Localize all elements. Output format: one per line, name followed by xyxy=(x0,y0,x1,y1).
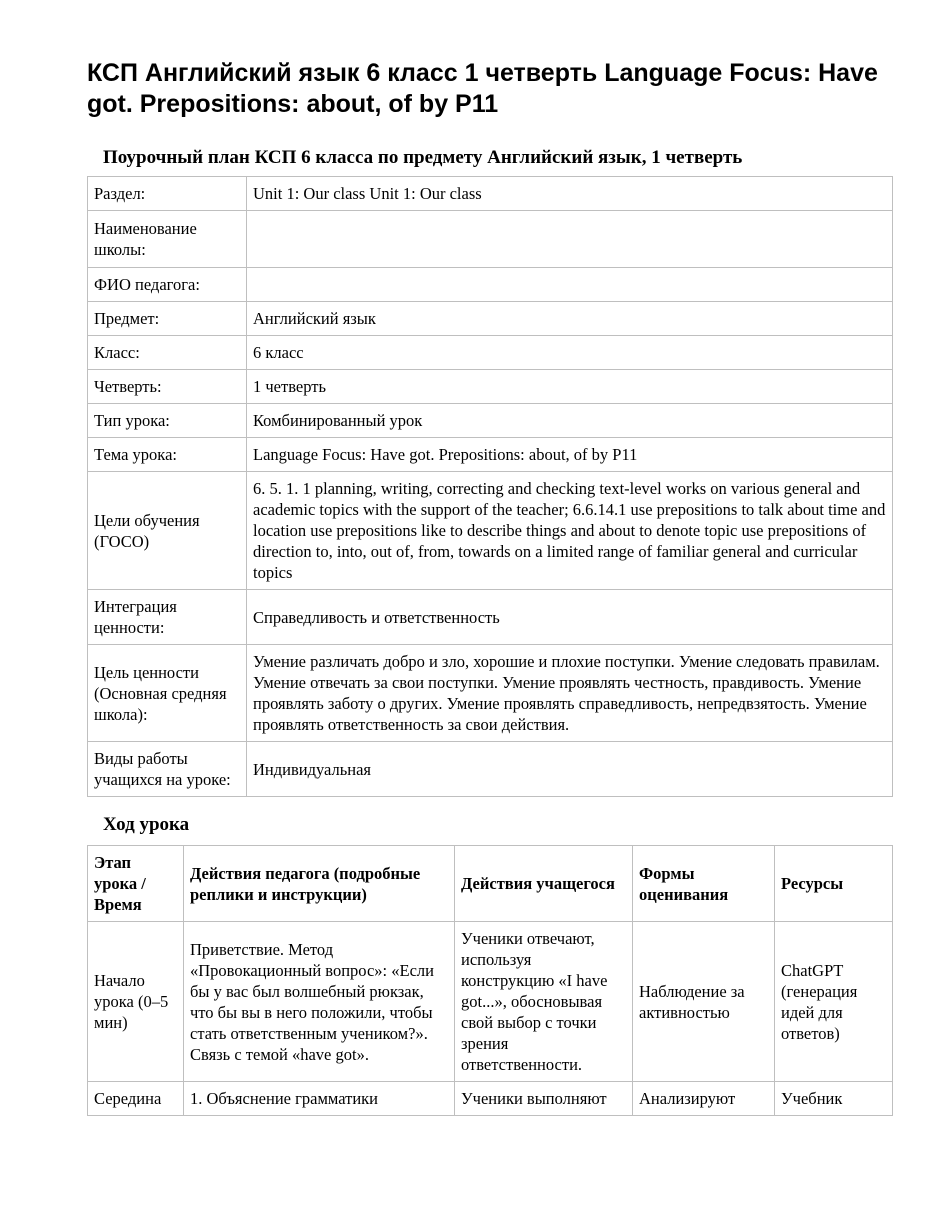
table-row xyxy=(88,336,893,370)
table-row xyxy=(88,922,893,1082)
flow-cell: Ученики выполняют xyxy=(455,1082,633,1116)
lesson-flow-table xyxy=(87,845,893,1116)
plan-label: Тип урока: xyxy=(88,404,247,438)
plan-value: Английский язык xyxy=(247,302,893,336)
table-row xyxy=(88,742,893,797)
plan-value: Комбинированный урок xyxy=(247,404,893,438)
flow-cell: Середина xyxy=(88,1082,184,1116)
table-row xyxy=(88,302,893,336)
plan-heading: Поурочный план КСП 6 класса по предмету Английский язык, 1 четверть xyxy=(103,147,743,168)
plan-label: Цели обучения (ГОСО) xyxy=(88,472,247,590)
table-row xyxy=(88,1082,893,1116)
table-row xyxy=(88,590,893,645)
plan-value: 1 четверть xyxy=(247,370,893,404)
table-row xyxy=(88,370,893,404)
plan-value: Умение различать добро и зло, хорошие и плохие поступки. Умение следовать правилам. Умение отвечать за свои поступки. Умение проявлять честность, правдивость. Умение проявлять заботу о других. Умение проявлять справедливость, непредвзятость. Умение проявлять ответственность за свои действия. xyxy=(247,645,893,742)
plan-value: Индивидуальная xyxy=(247,742,893,797)
plan-label: Интеграция ценности: xyxy=(88,590,247,645)
flow-cell: Наблюдение за активностью xyxy=(633,922,775,1082)
column-header: Действия учащегося xyxy=(455,846,633,922)
column-header: Ресурсы xyxy=(775,846,893,922)
table-row xyxy=(88,438,893,472)
flow-cell: 1. Объяснение грамматики xyxy=(184,1082,455,1116)
plan-label: ФИО педагога: xyxy=(88,268,247,302)
plan-label: Четверть: xyxy=(88,370,247,404)
plan-value: 6. 5. 1. 1 planning, writing, correcting and checking text-level works on various general and academic topics with the support of the teacher; 6.6.14.1 use prepositions to talk about time and location use prepositions like to describe things and about to denote topic use prepositions of direction to, into, out of, from, towards on a limited range of familiar general and curricular topics xyxy=(247,472,893,590)
plan-label: Цель ценности (Основная средняя школа): xyxy=(88,645,247,742)
column-header: Формы оценивания xyxy=(633,846,775,922)
table-row xyxy=(88,645,893,742)
flow-cell: Анализируют xyxy=(633,1082,775,1116)
plan-label: Предмет: xyxy=(88,302,247,336)
plan-label: Раздел: xyxy=(88,177,247,211)
plan-value: 6 класс xyxy=(247,336,893,370)
plan-label: Класс: xyxy=(88,336,247,370)
page-title: КСП Английский язык 6 класс 1 четверть Language Focus: Have got. Prepositions: about, of by P11 xyxy=(87,59,878,118)
plan-value xyxy=(247,211,893,268)
table-header-row xyxy=(88,846,893,922)
plan-value: Справедливость и ответственность xyxy=(247,590,893,645)
table-row xyxy=(88,472,893,590)
flow-heading: Ход урока xyxy=(103,814,190,835)
plan-value xyxy=(247,268,893,302)
flow-cell: Начало урока (0–5 мин) xyxy=(88,922,184,1082)
plan-value: Language Focus: Have got. Prepositions: about, of by P11 xyxy=(247,438,893,472)
table-row xyxy=(88,211,893,268)
flow-cell: Ученики отвечают, используя конструкцию «I have got...», обосновывая свой выбор с точки зрения ответственности. xyxy=(455,922,633,1082)
plan-label: Наименование школы: xyxy=(88,211,247,268)
document-page xyxy=(87,58,893,1116)
plan-value: Unit 1: Our class Unit 1: Our class xyxy=(247,177,893,211)
flow-cell: Учебник xyxy=(775,1082,893,1116)
flow-cell: ChatGPT (генерация идей для ответов) xyxy=(775,922,893,1082)
plan-label: Виды работы учащихся на уроке: xyxy=(88,742,247,797)
flow-cell: Приветствие. Метод «Провокационный вопрос»: «Если бы у вас был волшебный рюкзак, что бы вы в него положили, чтобы стать ответственным учеником?». Связь с темой «have got». xyxy=(184,922,455,1082)
lesson-plan-table xyxy=(87,176,893,797)
plan-label: Тема урока: xyxy=(88,438,247,472)
table-row xyxy=(88,177,893,211)
column-header: Действия педагога (подробные реплики и инструкции) xyxy=(184,846,455,922)
table-row xyxy=(88,404,893,438)
column-header: Этап урока / Время xyxy=(88,846,184,922)
table-row xyxy=(88,268,893,302)
